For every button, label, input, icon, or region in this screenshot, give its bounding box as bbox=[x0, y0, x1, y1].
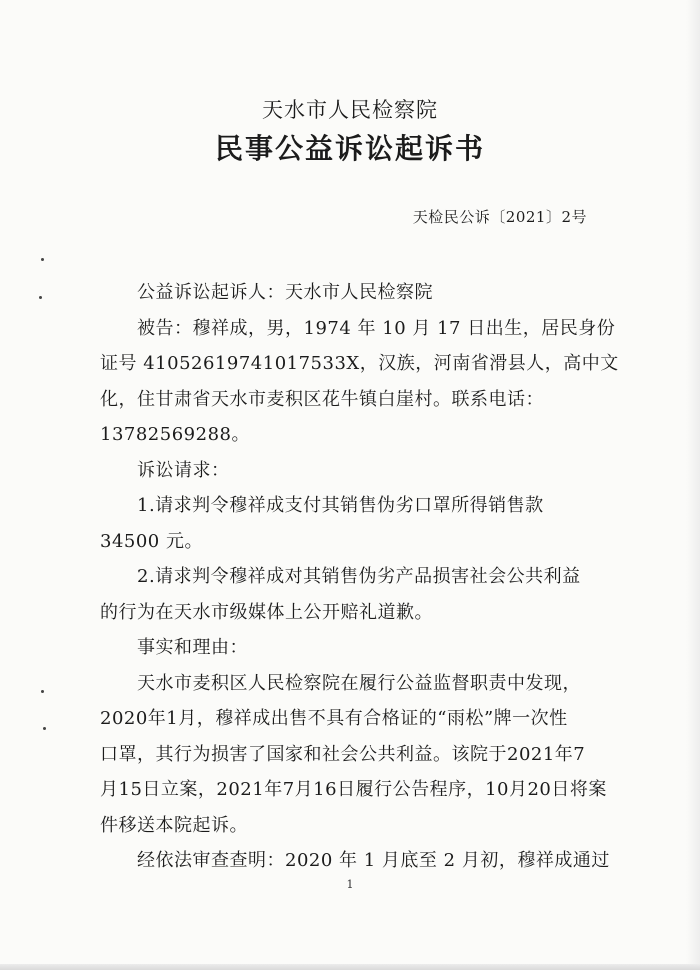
claims-heading: 诉讼请求： bbox=[137, 459, 230, 481]
document-title: 民事公益诉讼起诉书 bbox=[214, 132, 485, 165]
scan-speck bbox=[43, 727, 46, 730]
defendant-address-line: 化，住甘肃省天水市麦积区花牛镇白崖村。联系电话： bbox=[100, 388, 544, 410]
scan-speck bbox=[39, 296, 42, 299]
facts-line-4: 月15日立案，2021年7月16日履行公告程序，10月20日将案 bbox=[100, 779, 607, 800]
scan-speck bbox=[41, 690, 44, 693]
case-number: 天检民公诉〔2021〕2号 bbox=[412, 208, 587, 226]
claim-1-line-1: 1.请求判令穆祥成支付其销售伪劣口罩所得销售款 bbox=[137, 495, 544, 516]
facts-line-5: 件移送本院起诉。 bbox=[100, 814, 248, 836]
document-body bbox=[100, 275, 619, 879]
scan-edge-shade bbox=[686, 0, 700, 970]
page-number: 1 bbox=[346, 878, 354, 891]
facts-heading: 事实和理由： bbox=[137, 637, 248, 658]
scan-bottom-edge bbox=[0, 964, 700, 970]
defendant-line: 被告：穆祥成，男，1974 年 10 月 17 日出生，居民身份 bbox=[137, 317, 616, 339]
scan-speck bbox=[41, 258, 44, 261]
facts-line-3: 口罩，其行为损害了国家和社会公共利益。该院于2021年7 bbox=[100, 743, 586, 765]
plaintiff-line: 公益诉讼起诉人：天水市人民检察院 bbox=[137, 282, 433, 303]
claim-2-line-1: 2.请求判令穆祥成对其销售伪劣产品损害社会公共利益 bbox=[137, 566, 581, 587]
issuing-organization: 天水市人民检察院 bbox=[262, 98, 438, 122]
facts-line-1: 天水市麦积区人民检察院在履行公益监督职责中发现， bbox=[137, 672, 581, 694]
facts-line-2: 2020年1月，穆祥成出售不具有合格证的“雨松”牌一次性 bbox=[100, 708, 568, 729]
defendant-id-line: 证号 41052619741017533X，汉族，河南省滑县人，高中文 bbox=[100, 353, 619, 374]
claim-1-line-2: 34500 元。 bbox=[100, 530, 203, 552]
defendant-phone-line: 13782569288。 bbox=[100, 424, 250, 445]
findings-line-1: 经依法审查查明：2020 年 1 月底至 2 月初，穆祥成通过 bbox=[137, 850, 610, 871]
claim-2-line-2: 的行为在天水市级媒体上公开赔礼道歉。 bbox=[100, 601, 433, 623]
